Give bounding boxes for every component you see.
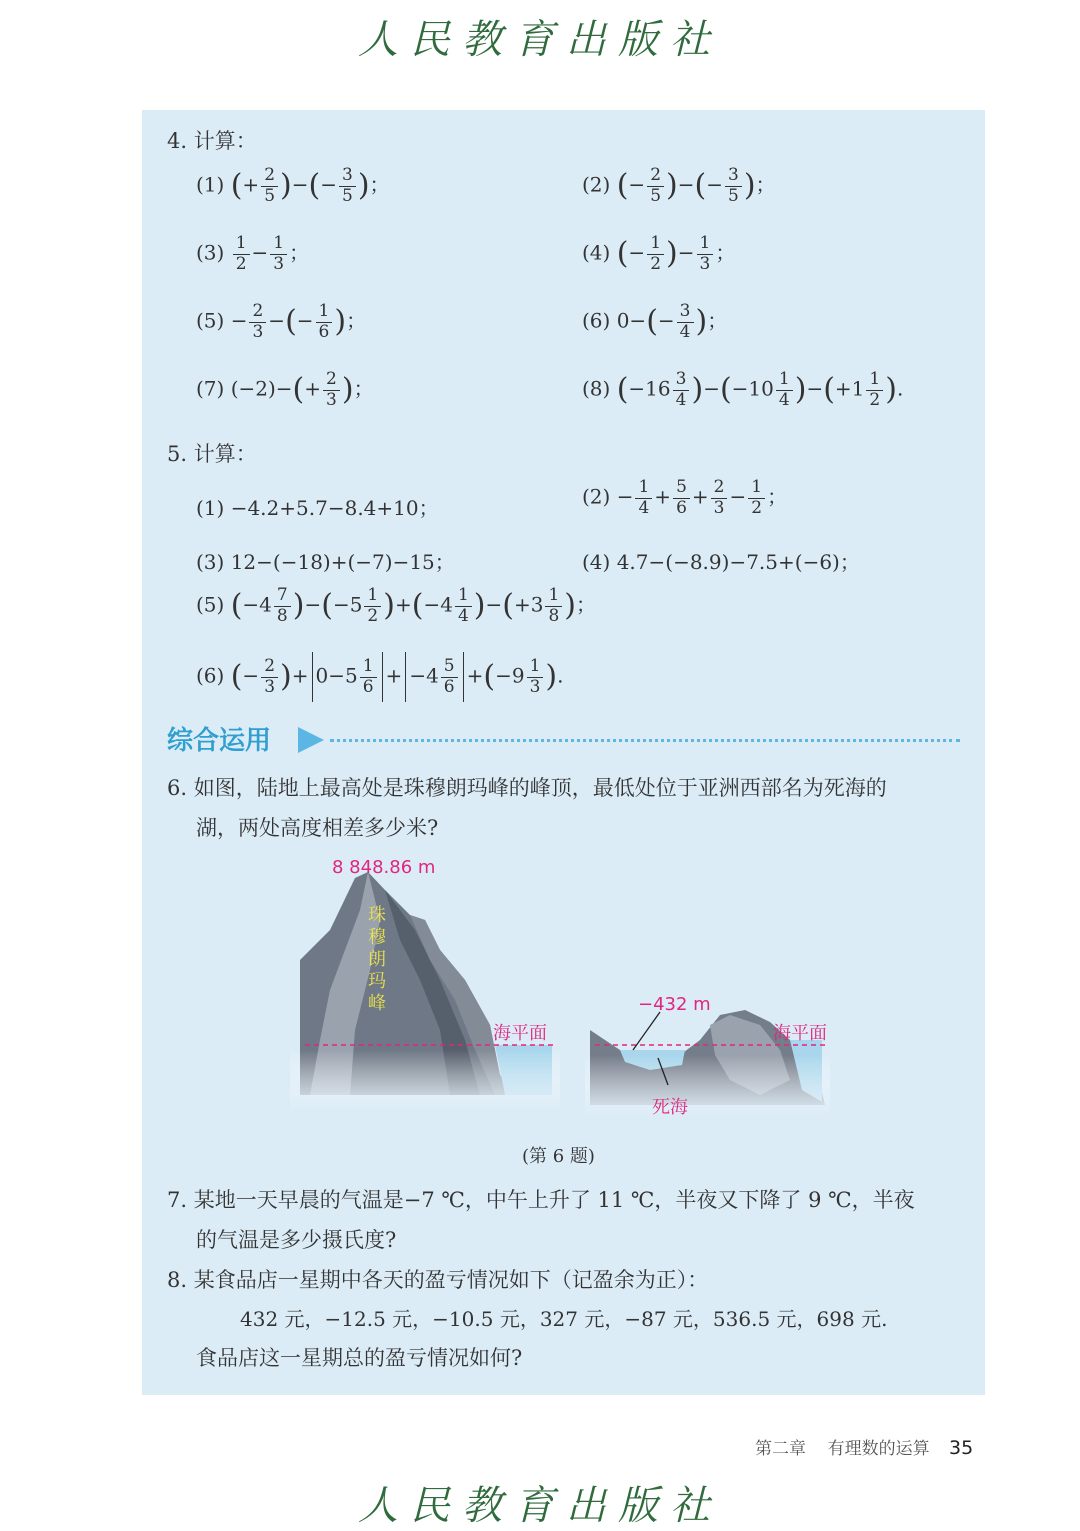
q4-item-4: (4) (− $\frac{1}{2}$ )− $\frac{1}{3}$ ； xyxy=(582,233,736,274)
section-title: 综合运用 xyxy=(167,726,272,756)
item-label: (1) xyxy=(196,172,225,197)
question-8-line-3: 食品店这一星期总的盈亏情况如何? xyxy=(196,1346,523,1370)
q4-item-1: (1) (+ $\frac{2}{5}$ )−(− $\frac{3}{5}$ )； xyxy=(196,165,390,206)
question-4-heading xyxy=(167,125,257,155)
question-text: 某食品店一星期中各天的盈亏情况如下（记盈余为正）： xyxy=(193,1268,709,1292)
item-label: (4) xyxy=(582,550,611,574)
section-divider xyxy=(330,739,960,742)
item-label: (2) xyxy=(582,484,611,509)
item-label: (1) xyxy=(196,496,225,520)
question-7-line-2: 的气温是多少摄氏度? xyxy=(196,1228,397,1252)
item-label: (3) xyxy=(196,240,225,265)
peak-name-label: 珠穆朗玛峰 xyxy=(368,905,386,1014)
question-number: 8. xyxy=(167,1268,188,1292)
question-6-line-2: 湖，两处高度相差多少米? xyxy=(196,816,439,840)
item-label: (2) xyxy=(582,172,611,197)
peak-height-label: 8 848.86 m xyxy=(332,857,436,878)
question-6-line-1 xyxy=(167,772,887,802)
question-title: 计算： xyxy=(193,442,257,466)
item-expression: −4.2+5.7−8.4+10； xyxy=(230,496,439,520)
item-label: (5) xyxy=(196,308,225,333)
question-5-heading xyxy=(167,438,257,468)
question-number: 4. xyxy=(167,129,188,153)
q5-item-2: (2) − $\frac{1}{4}$ + $\frac{5}{6}$ + $\frac{2}{3}$ − $\frac{1}{2}$ ； xyxy=(582,477,788,518)
sea-level-label-left: 海平面 xyxy=(493,1023,547,1044)
question-7-line-1 xyxy=(167,1184,915,1214)
everest-deadsea-figure xyxy=(290,850,850,1140)
item-label: (3) xyxy=(196,550,225,574)
question-number: 6. xyxy=(167,776,188,800)
q5-item-6: (6) (− $\frac{2}{3}$ )+ 0−5 $\frac{1}{6}$ + −4 $\frac{5}{6}$ +(−9 $\frac{1}{3}$ ). xyxy=(196,652,564,702)
item-expression: 4.7−(−8.9)−7.5+(−6)； xyxy=(616,550,860,574)
page-number: 35 xyxy=(949,1437,974,1459)
sea-level-label-right: 海平面 xyxy=(773,1023,827,1044)
publisher-logo-top: 人民教育出版社 xyxy=(358,17,722,63)
q5-item-5: (5) (−4 $\frac{7}{8}$ )−(−5 $\frac{1}{2}$ )+(−4 $\frac{1}{4}$ )−(+3 $\frac{1}{8}$ )； xyxy=(196,585,596,626)
chapter-label: 第二章 xyxy=(755,1439,806,1459)
dead-sea-height-label: −432 m xyxy=(638,994,711,1015)
item-label: (8) xyxy=(582,376,611,401)
everest-mountain xyxy=(290,872,560,1110)
question-title: 计算： xyxy=(193,129,257,153)
q5-item-3 xyxy=(196,546,455,575)
chapter-title: 有理数的运算 xyxy=(827,1439,930,1459)
item-expression: 12−(−18)+(−7)−15； xyxy=(230,550,455,574)
section-arrow-icon xyxy=(298,727,324,753)
item-label: (7) xyxy=(196,376,225,401)
question-number: 7. xyxy=(167,1188,188,1212)
question-8-line-2: 432 元，−12.5 元，−10.5 元，327 元，−87 元，536.5 元，698 元. xyxy=(240,1307,888,1331)
q4-item-6: (6) 0−(− $\frac{3}{4}$ )； xyxy=(582,301,728,342)
q4-item-8: (8) (−16 $\frac{3}{4}$ )−(−10 $\frac{1}{4}$ )−(+1 $\frac{1}{2}$ ). xyxy=(582,369,904,410)
q4-item-2: (2) (− $\frac{2}{5}$ )−(− $\frac{3}{5}$ )； xyxy=(582,165,776,206)
question-number: 5. xyxy=(167,442,188,466)
q5-item-4 xyxy=(582,546,860,575)
item-label: (4) xyxy=(582,240,611,265)
q5-item-1 xyxy=(196,492,439,521)
question-text: 某地一天早晨的气温是−7 ℃，中午上升了 11 ℃，半夜又下降了 9 ℃，半夜 xyxy=(193,1188,915,1212)
q4-item-7: (7) (−2)−(+ $\frac{2}{3}$ )； xyxy=(196,369,374,410)
question-8-line-1 xyxy=(167,1264,708,1294)
question-text: 如图，陆地上最高处是珠穆朗玛峰的峰顶，最低处位于亚洲西部名为死海的 xyxy=(193,776,887,800)
q4-item-5: (5) − $\frac{2}{3}$ −(− $\frac{1}{6}$ )； xyxy=(196,301,367,342)
item-label: (6) xyxy=(582,308,611,333)
q4-item-3: (3) $\frac{1}{2}$ − $\frac{1}{3}$ ； xyxy=(196,233,310,274)
item-label: (5) xyxy=(196,592,225,617)
item-label: (6) xyxy=(196,663,225,688)
figure-caption: (第 6 题) xyxy=(522,1146,595,1167)
dead-sea-name-label: 死海 xyxy=(652,1097,688,1118)
publisher-logo-bottom: 人民教育出版社 xyxy=(358,1483,722,1529)
page-footer xyxy=(755,1434,973,1459)
